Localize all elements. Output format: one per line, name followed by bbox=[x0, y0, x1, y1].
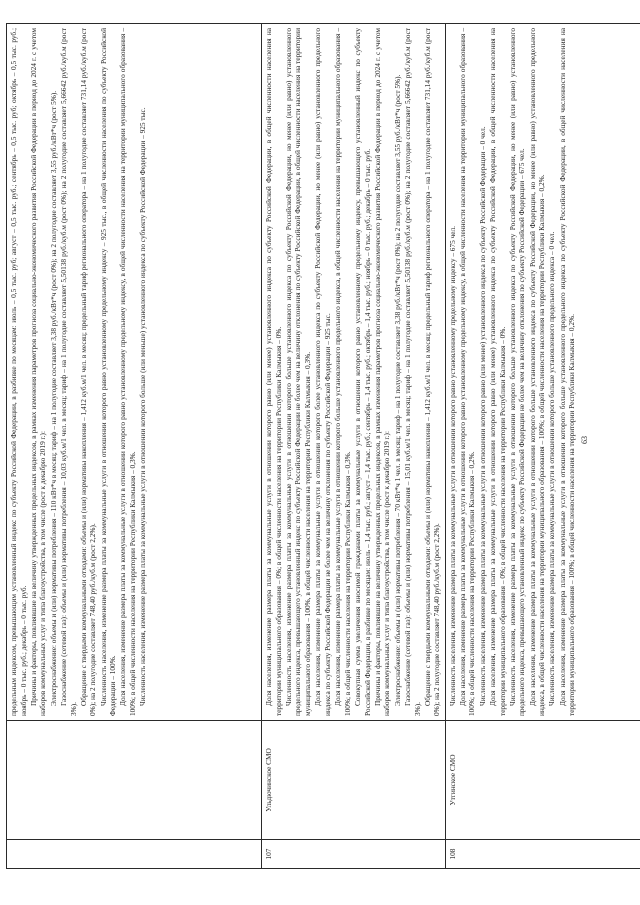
row-paragraph: Обращение с твердыми коммунальными отходами: объемы и (или) нормативы накопления – 1,412 куб.м/1 чел. в месяц; предельный тариф регионального оператора – на 1 полугодие составляет 731,14 руб./куб.м (рост 0%); на 2 полугодие составляет 748,40 руб./куб.м (рост 2,2%). bbox=[78, 28, 98, 716]
row-paragraph: Электроснабжение: объемы и (или) нормативы потребления – 70 кВт*ч 1 чел. в месяц; тариф – на 1 полугодие составляет 3,38 руб./кВт*ч (рост 0%); на 2 полугодие составляет 3,55 руб./кВт*ч (рост 5%). bbox=[392, 74, 402, 706]
row-number-cell: 107 bbox=[262, 840, 446, 869]
municipal-index-table bbox=[6, 23, 640, 869]
row-paragraph: Численность населения, изменение размера платы за коммунальные услуги в отношении которого больше установленного индекса по субъекту Российской Федерации, но менее (или равно) установленного предельного индекса, превышающего установленный индекс по субъекту Российской Федерации не более чем на величину отклонения по субъекту Российской Федерации – 675 чел. bbox=[507, 28, 527, 716]
row-paragraph: Численность населения, изменение размера платы за коммунальные услуги в отношении которого равно установленному предельному индексу – 675 чел. bbox=[447, 226, 457, 706]
row-description-cell bbox=[445, 24, 640, 721]
row-paragraph: Обращение с твердыми коммунальными отходами: объемы и (или) нормативы накопления – 1,412 куб.м/1 чел. в месяц; предельный тариф регионального оператора – на 1 полугодие составляет 731,14 руб./куб.м (рост 0%); на 2 полугодие составляет 748,40 руб./куб.м (рост 2,2%). bbox=[422, 28, 442, 716]
row-paragraph: Причины и факторы, повлиявшие на величину утвержденных предельных индексов, в рамках изменения параметров прогноза социально-экономического развития Российской Федерации в период до 2024 г. с учетом наборов коммунальных услуг и типа благоустройства, в том числе (рост к декабрю 2019 г.): bbox=[372, 28, 392, 716]
row-paragraph: Доля населения, изменение размера платы за коммунальные услуги в отношении которого равно (или менее) установленного индекса по субъекту Российской Федерации, в общей численности населения на территории муниципального образования – 0%; в общей численности населения на территории Республики Калмыкия – 0%. bbox=[487, 28, 507, 716]
municipality-name-cell bbox=[7, 721, 262, 840]
table-row bbox=[7, 24, 262, 869]
row-paragraph: Доля населения, изменение размера платы за коммунальные услуги в отношении которого более установленного индекса по субъекту Российской Федерации, но менее (или равно) установленного предельного индекса по субъекту Российской Федерации не более чем на величину отклонения по субъекту Российской Федерации – 925 тыс. bbox=[313, 28, 332, 716]
table-row bbox=[445, 24, 640, 869]
row-paragraph: Численность населения, изменение размера платы за коммунальные услуги в отношении которого равно установленному предельному индексу – 925 тыс., в общей численности населения по субъекту Российской Федерации – 100%. bbox=[98, 28, 118, 716]
page-number: 63 bbox=[580, 436, 589, 444]
row-paragraph: Численность населения, изменение размера платы за коммунальные услуги в отношении которого больше установленного индекса по субъекту Российской Федерации, но менее (или равно) установленного предельного индекса, превышающего установленный индекс по субъекту Российской Федерации не более чем на величину отклонения по субъекту Российской Федерации, в общей численности населения на территории муниципального образования – 100%, в общей численности населения на территории Республики Калмыкия – 0,3%. bbox=[283, 28, 313, 716]
row-paragraph: Численность населения, изменение размера платы за коммунальные услуги в отношении которого больше (или меньше) установленного индекса по субъекту Российской Федерации – 925 тыс. bbox=[138, 107, 148, 706]
row-paragraph: Доля населения, изменение размера платы за коммунальные услуги в отношении которого равно установленному предельному индексу, в общей численности населения на территории муниципального образования – 100%; в общей численности населения на территории Республики Калмыкия – 0,3%. bbox=[118, 28, 138, 716]
row-description-cell bbox=[262, 24, 446, 721]
row-paragraph: Газоснабжение (сетевой газ): объемы и (или) нормативы потребления – 10,03 куб.м/1 чел. в месяц; тариф – на 1 полугодие составляет 5,50138 руб./куб.м (рост 0%); на 2 полугодие составляет 5,66642 руб./куб.м (рост 3%). bbox=[58, 28, 78, 716]
row-paragraph: Доля населения, изменение размера платы за коммунальные услуги в отношении которого больше установленного предельного индекса, в общей численности населения на территории муниципального образования – 100%; в общей численности населения на территории Республики Калмыкия – 0,3%. bbox=[333, 28, 352, 716]
row-number-cell bbox=[7, 840, 262, 869]
row-paragraph: Причины и факторы, повлиявшие на величину утвержденных предельных индексов, в рамках изменения параметров прогноза социально-экономического развития Российской Федерации в период до 2024 г. с учетом наборов коммунальных услуг и типа благоустройства, в том числе (рост к декабрю 2019 г.): bbox=[28, 28, 48, 716]
row-paragraph: предельным индексом, превышающим установленный индекс по субъекту Российской Федерации, в разбивке по месяцам: июль – 0,5 тыс. руб; август – 0,5 тыс. руб.; сентябрь – 0,5 тыс. руб; октябрь – 0,5 тыс. руб.; ноябрь – 0 тыс. руб.; декабрь – 0 тыс. руб. bbox=[9, 28, 28, 716]
row-description-cell bbox=[7, 24, 262, 721]
row-number-cell: 108 bbox=[445, 840, 640, 869]
row-paragraph: Совокупная сумма увеличения вносимой гражданами платы за коммунальные услуги в отношении которого равно установленному предельному индексу, превышающего установленный индекс по субъекту Российской Федерации, в разбивке по месяцам: июль – 1,4 тыс. руб.; август – 1,4 тыс. руб.; сентябрь – 1,4 тыс. руб.; октябрь – 1,4 тыс. руб.; ноябрь – 0 тыс. руб.; декабрь – 0 тыс. руб. bbox=[353, 28, 372, 716]
row-paragraph: Численность населения, изменение размера платы за коммунальные услуги в отношении которого больше установленного предельного индекса – 0 чел. bbox=[547, 231, 557, 706]
row-paragraph: Доля населения, изменение размера платы за коммунальные услуги в отношении которого больше установленного предельного индекса по субъекту Российской Федерации, в общей численности населения на территории муниципального образования – 100%; в общей численности населения на территории Республики Калмыкия – 0,2%. bbox=[557, 28, 577, 716]
table-row bbox=[262, 24, 446, 869]
row-paragraph: Численность населения, изменение размера платы за коммунальные услуги в отношении которого равно (или менее) установленного индекса по субъекту Российской Федерации – 0 чел. bbox=[477, 126, 487, 706]
row-paragraph: Доля населения, изменение размера платы за коммунальные услуги в отношении которого больше установленного индекса по субъекту Российской Федерации, но менее (или равно) установленного предельного индекса, в общей численности населения на территории муниципального образования – 100%; в общей численности населения на территории Республики Калмыкия – 0,2%. bbox=[527, 28, 547, 716]
row-paragraph: Доля населения, изменение размера платы за коммунальные услуги в отношении которого равно установленному предельному индексу, в общей численности населения на территории муниципального образования – 100%; в общей численности населения на территории Республики Калмыкия – 0,2%. bbox=[457, 28, 477, 716]
row-paragraph: Электроснабжение: объемы и (или) нормативы потребления – 110 кВт*ч в месяц; тариф – на 1 полугодие составляет 3,38 руб./кВт*ч (рост 0%); на 2 полугодие составляет 3,55 руб./кВт*ч (рост 5%). bbox=[48, 90, 58, 706]
municipality-name-cell: Утгинское СМО bbox=[445, 721, 640, 840]
row-paragraph: Доля населения, изменение размера платы за коммунальные услуги в отношении которого равно (или менее) установленного индекса по субъекту Российской Федерации, в общей численности населения на территории муниципального образования – 0%; в общей численности населения на территории Республики Калмыкия – 0%. bbox=[264, 28, 283, 716]
row-paragraph: Газоснабжение (сетевой газ): объемы и (или) нормативы потребления – 15,01 куб.м/1 чел. в месяц; тариф – на 1 полугодие составляет 5,50138 руб./куб.м (рост 0%); на 2 полугодие составляет 5,66642 руб./куб.м (рост 3%). bbox=[402, 28, 422, 716]
municipality-name-cell: Ульдючинское СМО bbox=[262, 721, 446, 840]
